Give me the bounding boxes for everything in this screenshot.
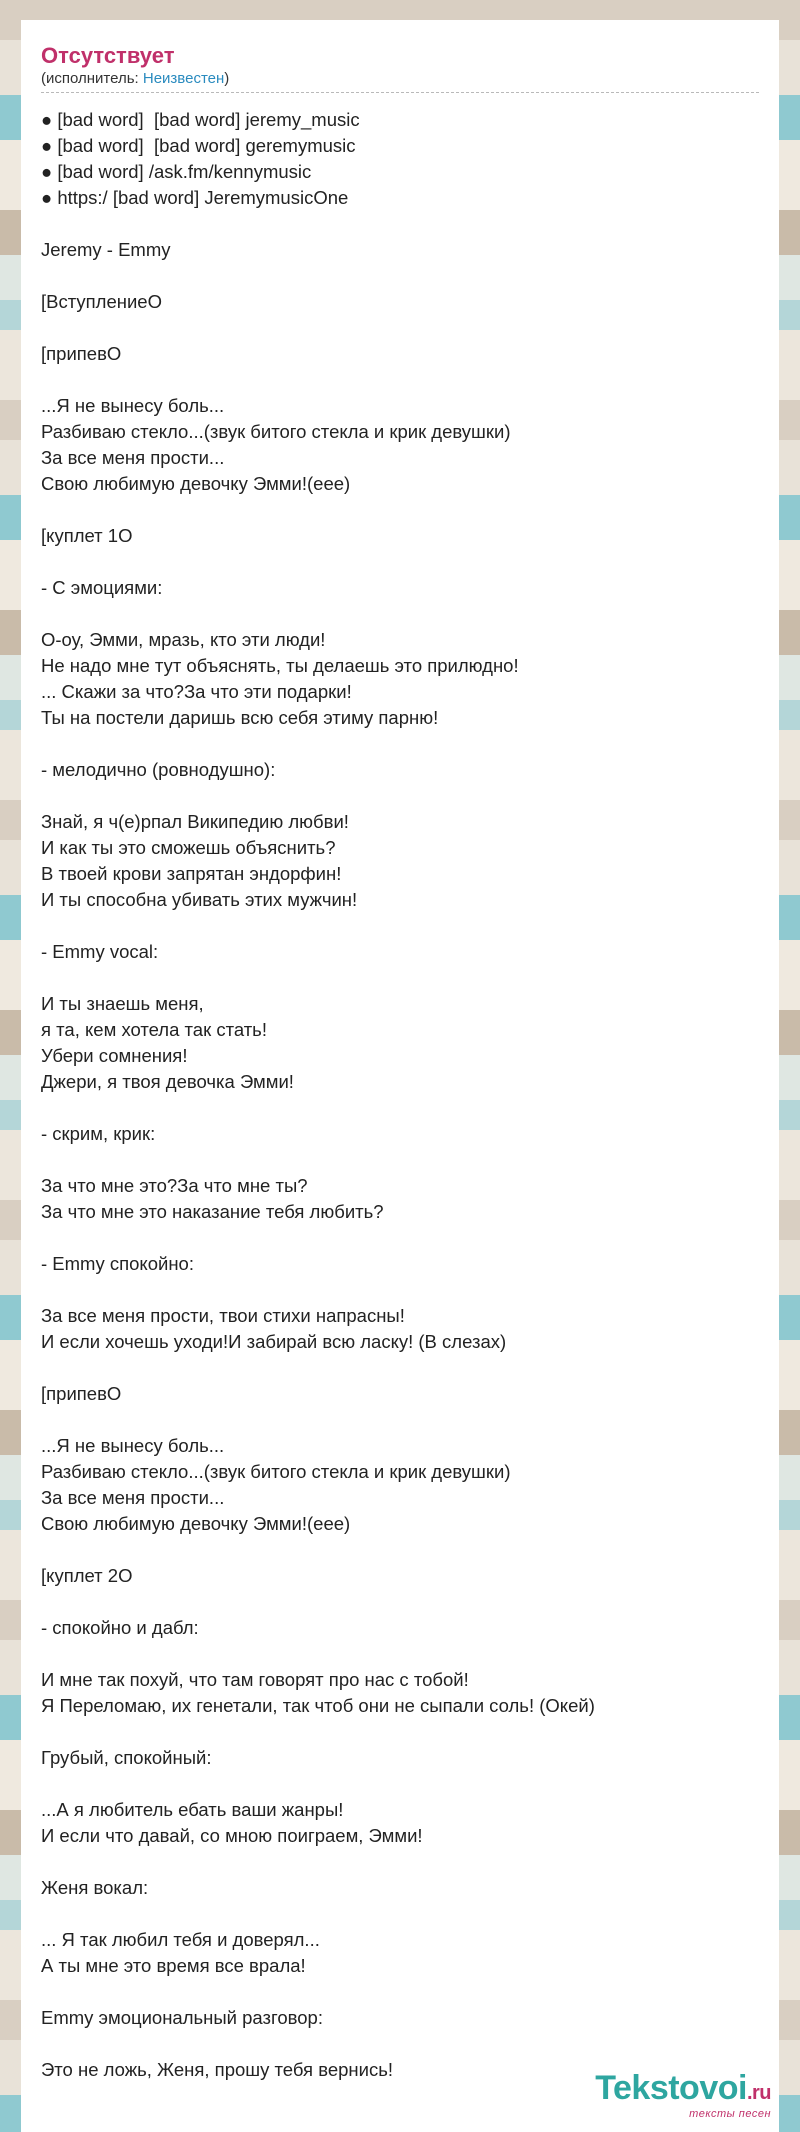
song-title: Отсутствует (41, 43, 175, 68)
lyric-line: Я Переломаю, их генетали, так чтоб они не сыпали соль! (Окей) (41, 1695, 595, 1716)
lyric-line: - скрим, крик: (41, 1123, 156, 1144)
lyric-line: ● [bad word] [bad word] jeremy_music (41, 109, 360, 130)
lyric-line: И ты знаешь меня, (41, 993, 204, 1014)
lyric-line: [припевО (41, 1383, 122, 1404)
lyrics-page (21, 20, 779, 2132)
lyric-line (41, 1147, 759, 1173)
lyric-line (41, 731, 759, 757)
lyric-line: Ты на постели даришь всю себя этиму парню! (41, 707, 439, 728)
site-logo-name: Tekstovoi (595, 2069, 747, 2107)
performer-prefix: (исполнитель: (41, 70, 143, 87)
lyric-line (41, 1589, 759, 1615)
lyric-line (41, 601, 759, 627)
lyric-line: Свою любимую девочку Эмми!(еее) (41, 473, 351, 494)
lyric-line: - спокойно и дабл: (41, 1617, 199, 1638)
lyric-line: И если хочешь уходи!И забирай всю ласку! (В слезах) (41, 1331, 507, 1352)
performer-line (41, 70, 759, 93)
lyric-line (41, 783, 759, 809)
lyric-line: Женя вокал: (41, 1877, 149, 1898)
lyric-line: [припевО (41, 343, 122, 364)
site-logo-tld: .ru (746, 2082, 771, 2104)
lyric-line (41, 913, 759, 939)
lyric-line (41, 1771, 759, 1797)
site-tagline: тексты песен (689, 2108, 771, 2120)
lyric-line (41, 1277, 759, 1303)
lyric-line: ● [bad word] /ask.fm/kennymusic (41, 161, 312, 182)
lyric-line: Убери сомнения! (41, 1045, 188, 1066)
lyric-line: ...А я любитель ебать ваши жанры! (41, 1799, 344, 1820)
lyric-line: И мне так похуй, что там говорят про нас с тобой! (41, 1669, 469, 1690)
lyric-line: ... Я так любил тебя и доверял... (41, 1929, 320, 1950)
lyric-line: Emmy эмоциональный разговор: (41, 2007, 323, 2028)
lyric-line: За все меня прости... (41, 447, 225, 468)
lyric-line: За что мне это?За что мне ты? (41, 1175, 308, 1196)
lyric-line: За что мне это наказание тебя любить? (41, 1201, 384, 1222)
lyric-line (41, 497, 759, 523)
lyric-line (41, 263, 759, 289)
lyric-line: Знай, я ч(е)рпал Википедию любви! (41, 811, 349, 832)
lyric-line: я та, кем хотела так стать! (41, 1019, 267, 1040)
lyric-line: В твоей крови запрятан эндорфин! (41, 863, 342, 884)
lyric-line (41, 965, 759, 991)
lyric-line (41, 211, 759, 237)
site-logo[interactable] (595, 2071, 771, 2120)
lyric-line (41, 367, 759, 393)
lyric-line: А ты мне это время все врала! (41, 1955, 306, 1976)
lyric-line: За все меня прости... (41, 1487, 225, 1508)
lyric-line: ... Скажи за что?За что эти подарки! (41, 681, 352, 702)
lyric-line: Грубый, спокойный: (41, 1747, 212, 1768)
lyric-line (41, 1095, 759, 1121)
site-logo-text (595, 2071, 771, 2110)
lyric-line: ● [bad word] [bad word] geremymusic (41, 135, 356, 156)
lyric-line: ...Я не вынесу боль... (41, 1435, 225, 1456)
lyric-line: ...Я не вынесу боль... (41, 395, 225, 416)
lyric-line (41, 1355, 759, 1381)
lyric-line: [ВступлениеО (41, 291, 162, 312)
lyric-line (41, 2031, 759, 2057)
lyric-line: [куплет 2О (41, 1565, 133, 1586)
lyric-line: Не надо мне тут объяснять, ты делаешь это прилюдно! (41, 655, 519, 676)
lyric-line: [куплет 1О (41, 525, 133, 546)
lyric-line (41, 1719, 759, 1745)
lyric-line: Джери, я твоя девочка Эмми! (41, 1071, 294, 1092)
lyric-line (41, 1979, 759, 2005)
lyric-line: - Emmy спокойно: (41, 1253, 194, 1274)
lyric-line: Jeremy - Emmy (41, 239, 171, 260)
lyric-line: Свою любимую девочку Эмми!(еее) (41, 1513, 351, 1534)
lyric-line: О-оу, Эмми, мразь, кто эти люди! (41, 629, 326, 650)
lyric-line (41, 1225, 759, 1251)
lyric-line (41, 549, 759, 575)
performer-suffix: ) (224, 70, 230, 87)
lyric-line: Разбиваю стекло...(звук битого стекла и крик девушки) (41, 1461, 511, 1482)
lyric-line (41, 1537, 759, 1563)
lyric-line (41, 1849, 759, 1875)
lyric-line: И если что давай, со мною поиграем, Эмми! (41, 1825, 423, 1846)
lyric-line (41, 1641, 759, 1667)
lyrics-text (41, 107, 759, 2083)
lyric-line: И ты способна убивать этих мужчин! (41, 889, 358, 910)
lyric-line (41, 315, 759, 341)
lyric-line: Это не ложь, Женя, прошу тебя вернись! (41, 2059, 393, 2080)
lyric-line (41, 1407, 759, 1433)
lyric-line (41, 1901, 759, 1927)
lyric-line: И как ты это сможешь объяснить? (41, 837, 336, 858)
performer-link[interactable]: Неизвестен (142, 70, 225, 87)
lyric-line: - Emmy vocal: (41, 941, 159, 962)
lyric-line: - мелодично (ровнодушно): (41, 759, 276, 780)
lyric-line: ● https:/ [bad word] JeremymusicOne (41, 187, 349, 208)
lyric-line: - С эмоциями: (41, 577, 163, 598)
lyric-line: Разбиваю стекло...(звук битого стекла и крик девушки) (41, 421, 511, 442)
lyric-line: За все меня прости, твои стихи напрасны! (41, 1305, 405, 1326)
